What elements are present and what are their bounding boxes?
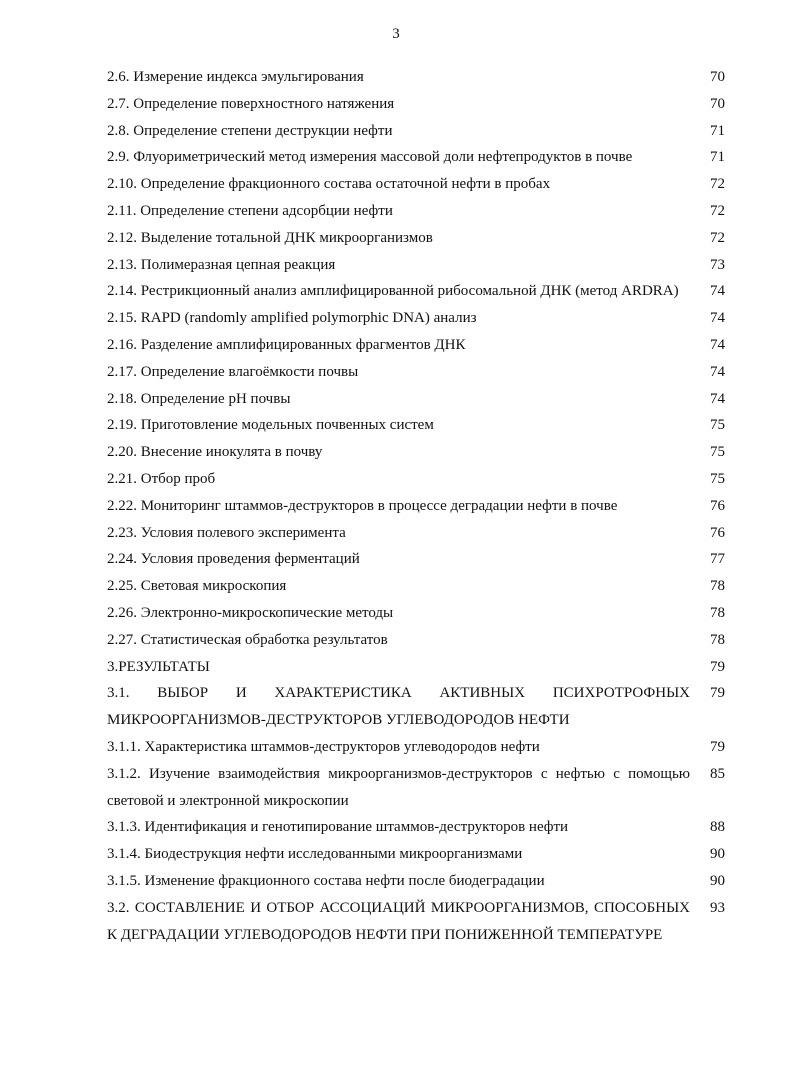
toc-entry-title: 2.14. Рестрикционный анализ амплифицированной рибосомальной ДНК (метод ARDRA) xyxy=(107,283,679,300)
toc-entry-page: 74 xyxy=(710,390,725,407)
toc-entry-title: 2.27. Статистическая обработка результатов xyxy=(107,631,388,648)
toc-entry-page: 71 xyxy=(710,122,725,139)
toc-entry-3-1-3 xyxy=(107,814,725,841)
toc-entry-3-1-1 xyxy=(107,734,725,761)
toc-entry-page: 79 xyxy=(710,658,725,675)
toc-entry-page: 79 xyxy=(710,685,725,702)
toc-entry-page: 78 xyxy=(710,578,725,595)
toc-entry-title: 3.1. ВЫБОР И ХАРАКТЕРИСТИКА АКТИВНЫХ ПСИХРОТРОФНЫХ МИКРООРГАНИЗМОВ-ДЕСТРУКТОРОВ УГЛЕВОДОРОДОВ НЕФТИ xyxy=(107,685,690,729)
toc-entry-2-12 xyxy=(107,225,725,252)
toc-entry-title: 2.20. Внесение инокулята в почву xyxy=(107,444,323,461)
toc-entry-page: 78 xyxy=(710,604,725,621)
toc-entry-page: 85 xyxy=(710,765,725,782)
toc-entry-title: 2.21. Отбор проб xyxy=(107,470,216,487)
toc-entry-title: 2.16. Разделение амплифицированных фрагментов ДНК xyxy=(107,336,466,353)
toc-entry-title: 3.1.2. Изучение взаимодействия микроорганизмов-деструкторов с нефтью с помощью световой и электронной микроскопии xyxy=(107,765,690,809)
toc-entry-title: 2.18. Определение pH почвы xyxy=(107,390,291,407)
page-number: 3 xyxy=(392,26,400,42)
toc-entry-3-1 xyxy=(107,680,725,734)
toc-entry-title: 2.19. Приготовление модельных почвенных систем xyxy=(107,417,434,434)
toc-entry-title: 2.7. Определение поверхностного натяжения xyxy=(107,95,395,112)
toc-entry-title: 3.РЕЗУЛЬТАТЫ xyxy=(107,658,210,675)
toc-entry-page: 79 xyxy=(710,738,725,755)
toc-entry-title: 3.1.3. Идентификация и генотипирование штаммов-деструкторов нефти xyxy=(107,819,569,836)
toc-entry-2-16 xyxy=(107,332,725,359)
toc-entry-2-6 xyxy=(107,64,725,91)
toc-entry-title: 2.24. Условия проведения ферментаций xyxy=(107,551,360,568)
toc-entry-title: 2.15. RAPD (randomly amplified polymorphic DNA) анализ xyxy=(107,310,477,327)
toc-entry-2-27 xyxy=(107,627,725,654)
toc-entry-page: 74 xyxy=(710,336,725,353)
toc-entry-2-20 xyxy=(107,439,725,466)
toc-entry-2-15 xyxy=(107,305,725,332)
toc-entry-title: 3.1.4. Биодеструкция нефти исследованными микроорганизмами xyxy=(107,846,523,863)
toc-entry-2-11 xyxy=(107,198,725,225)
toc-entry-title: 3.1.5. Изменение фракционного состава нефти после биодеградации xyxy=(107,872,545,889)
toc-entry-title: 2.6. Измерение индекса эмульгирования xyxy=(107,69,364,85)
toc-entry-title: 2.25. Световая микроскопия xyxy=(107,578,287,595)
toc-entry-page: 93 xyxy=(710,899,725,916)
toc-entry-title: 2.11. Определение степени адсорбции нефти xyxy=(107,202,393,219)
toc-entry-page: 71 xyxy=(710,149,725,166)
toc-entry-title: 2.8. Определение степени деструкции нефти xyxy=(107,122,393,139)
toc-entry-page: 72 xyxy=(710,202,725,219)
toc-entry-page: 90 xyxy=(710,872,725,889)
toc-entry-3-1-4 xyxy=(107,841,725,868)
toc-entry-page: 76 xyxy=(710,524,725,541)
toc-entry-2-10 xyxy=(107,171,725,198)
toc-entry-page: 88 xyxy=(710,819,725,836)
toc-entry-page: 73 xyxy=(710,256,725,273)
table-of-contents xyxy=(107,64,725,948)
toc-entry-2-22 xyxy=(107,493,725,520)
toc-entry-page: 72 xyxy=(710,176,725,193)
toc-entry-title: 3.1.1. Характеристика штаммов-деструкторов углеводородов нефти xyxy=(107,738,540,755)
toc-entry-page: 78 xyxy=(710,631,725,648)
toc-entry-title: 2.17. Определение влагоёмкости почвы xyxy=(107,363,359,380)
toc-entry-3-1-2 xyxy=(107,761,725,815)
toc-entry-2-17 xyxy=(107,359,725,386)
toc-entry-title: 2.22. Мониторинг штаммов-деструкторов в процессе деградации нефти в почве xyxy=(107,497,618,514)
toc-entry-2-13 xyxy=(107,252,725,279)
toc-entry-2-23 xyxy=(107,520,725,547)
toc-entry-2-9 xyxy=(107,144,725,171)
toc-entry-title: 3.2. СОСТАВЛЕНИЕ И ОТБОР АССОЦИАЦИЙ МИКРООРГАНИЗМОВ, СПОСОБНЫХ К ДЕГРАДАЦИИ УГЛЕВОДОРОДОВ НЕФТИ ПРИ ПОНИЖЕННОЙ ТЕМПЕРАТУРЕ xyxy=(107,899,690,943)
toc-entry-2-18 xyxy=(107,386,725,413)
toc-entry-page: 74 xyxy=(710,283,725,300)
toc-entry-page: 77 xyxy=(710,551,725,568)
toc-entry-2-26 xyxy=(107,600,725,627)
toc-entry-title: 2.13. Полимеразная цепная реакция xyxy=(107,256,336,273)
toc-entry-page: 70 xyxy=(710,69,725,85)
toc-entry-2-25 xyxy=(107,573,725,600)
toc-entry-page: 90 xyxy=(710,846,725,863)
toc-entry-title: 2.9. Флуориметрический метод измерения массовой доли нефтепродуктов в почве xyxy=(107,149,633,166)
toc-entry-page: 70 xyxy=(710,95,725,112)
toc-entry-title: 2.26. Электронно-микроскопические методы xyxy=(107,604,394,621)
toc-entry-3 xyxy=(107,654,725,681)
toc-entry-2-8 xyxy=(107,118,725,145)
toc-entry-2-21 xyxy=(107,466,725,493)
toc-entry-page: 76 xyxy=(710,497,725,514)
toc-entry-page: 74 xyxy=(710,363,725,380)
toc-entry-2-7 xyxy=(107,91,725,118)
toc-entry-2-24 xyxy=(107,546,725,573)
toc-entry-2-19 xyxy=(107,412,725,439)
toc-entry-title: 2.10. Определение фракционного состава остаточной нефти в пробах xyxy=(107,176,551,193)
toc-entry-page: 72 xyxy=(710,229,725,246)
toc-entry-page: 75 xyxy=(710,444,725,461)
toc-entry-page: 75 xyxy=(710,470,725,487)
toc-entry-title: 2.23. Условия полевого эксперимента xyxy=(107,524,346,541)
toc-entry-title: 2.12. Выделение тотальной ДНК микроорганизмов xyxy=(107,229,433,246)
toc-entry-2-14 xyxy=(107,278,725,305)
toc-entry-3-1-5 xyxy=(107,868,725,895)
toc-entry-page: 75 xyxy=(710,417,725,434)
toc-entry-3-2 xyxy=(107,895,725,949)
toc-entry-page: 74 xyxy=(710,310,725,327)
